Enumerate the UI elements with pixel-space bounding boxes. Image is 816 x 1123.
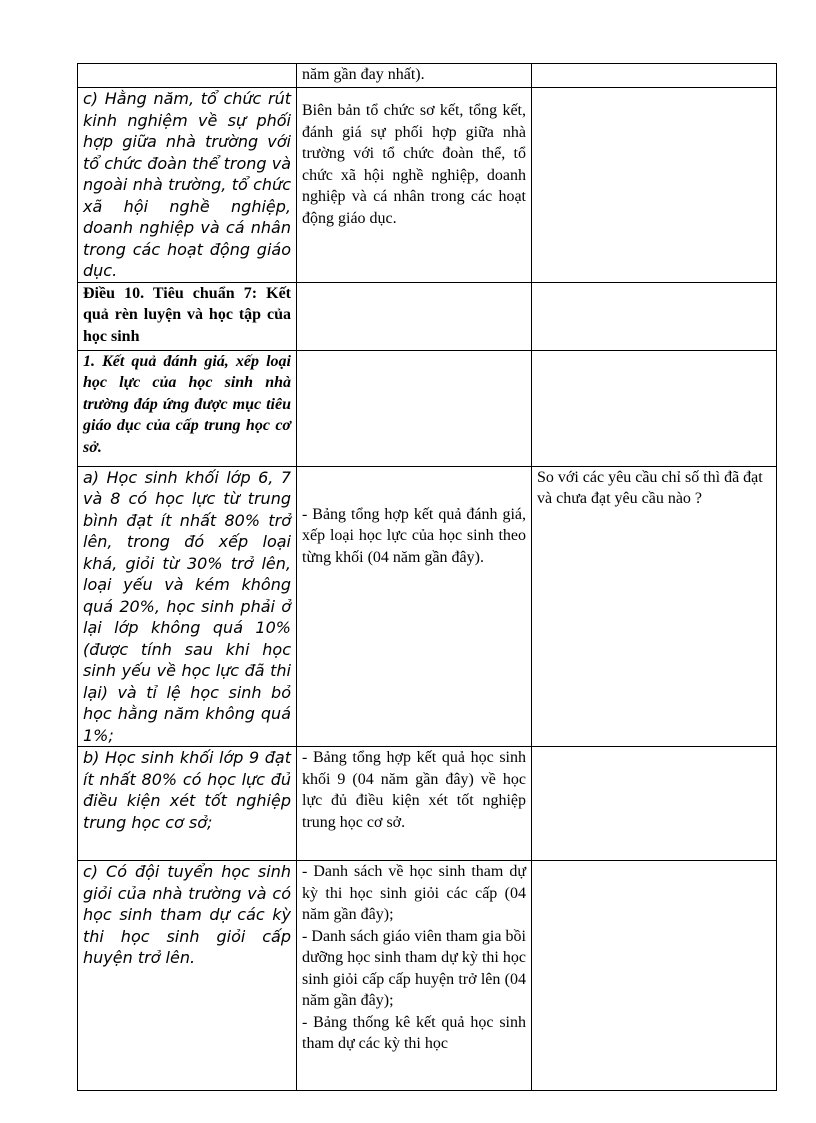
cell-criterion [78, 64, 297, 88]
cell-note [532, 88, 777, 283]
cell-evidence: - Bảng tổng hợp kết quả học sinh khối 9 (04 năm gần đây) về học lực đủ điều kiện xét tốt nghiệp trung học cơ sở. [297, 747, 532, 861]
cell-note: So với các yêu cầu chỉ số thì đã đạt và chưa đạt yêu cầu nào ? [532, 466, 777, 747]
cell-note [532, 861, 777, 1091]
cell-article-heading: Điều 10. Tiêu chuẩn 7: Kết quả rèn luyện và học tập của học sinh [78, 282, 297, 350]
table-row [78, 747, 777, 861]
cell-note [532, 282, 777, 350]
cell-evidence: Biên bản tổ chức sơ kết, tổng kết, đánh giá sự phối hợp giữa nhà trường với tổ chức đoàn thể, tổ chức xã hội nghề nghiệp, doanh nghiệp và cá nhân trong các hoạt động giáo dục. [297, 88, 532, 283]
criteria-table [77, 63, 777, 1091]
cell-criterion: a) Học sinh khối lớp 6, 7 và 8 có học lực từ trung bình đạt ít nhất 80% trở lên, trong đó xếp loại khá, giỏi từ 30% trở lên, loại yếu và kém không quá 20%, học sinh phải ở lại lớp không quá 10% (được tính sau khi học sinh yếu về học lực đã thi lại) và tỉ lệ học sinh bỏ học hằng năm không quá 1%; [78, 466, 297, 747]
cell-criterion: c) Hằng năm, tổ chức rút kinh nghiệm về sự phối hợp giữa nhà trường với tổ chức đoàn thể trong và ngoài nhà trường, tổ chức xã hội nghề nghiệp, doanh nghiệp và cá nhân trong các hoạt động giáo dục. [78, 88, 297, 283]
table-row [78, 466, 777, 747]
cell-evidence: năm gần đay nhất). [297, 64, 532, 88]
cell-evidence [297, 350, 532, 466]
evidence-item: - Bảng thống kê kết quả học sinh tham dự các kỳ thi học [302, 1013, 526, 1052]
evidence-item: - Danh sách về học sinh tham dự kỳ thi học sinh giỏi các cấp (04 năm gần đây); [302, 863, 526, 923]
cell-criterion-heading: 1. Kết quả đánh giá, xếp loại học lực của học sinh nhà trường đáp ứng được mục tiêu giáo dục của cấp trung học cơ sở. [78, 350, 297, 466]
cell-note [532, 350, 777, 466]
cell-criterion: c) Có đội tuyển học sinh giỏi của nhà trường và có học sinh tham dự các kỳ thi học sinh giỏi cấp huyện trở lên. [78, 861, 297, 1091]
cell-evidence: - Bảng tổng hợp kết quả đánh giá, xếp loại học lực của học sinh theo từng khối (04 năm gần đây). [297, 466, 532, 747]
cell-evidence [297, 861, 532, 1091]
cell-criterion: b) Học sinh khối lớp 9 đạt ít nhất 80% có học lực đủ điều kiện xét tốt nghiệp trung học cơ sở; [78, 747, 297, 861]
table-row [78, 64, 777, 88]
cell-evidence [297, 282, 532, 350]
cell-note [532, 747, 777, 861]
table-row [78, 88, 777, 283]
evidence-item: - Danh sách giáo viên tham gia bồi dưỡng học sinh tham dự kỳ thi học sinh giỏi cấp cấp huyện trở lên (04 năm gần đây); [302, 927, 526, 1009]
table-row [78, 282, 777, 350]
table-row [78, 350, 777, 466]
cell-note [532, 64, 777, 88]
table-row [78, 861, 777, 1091]
